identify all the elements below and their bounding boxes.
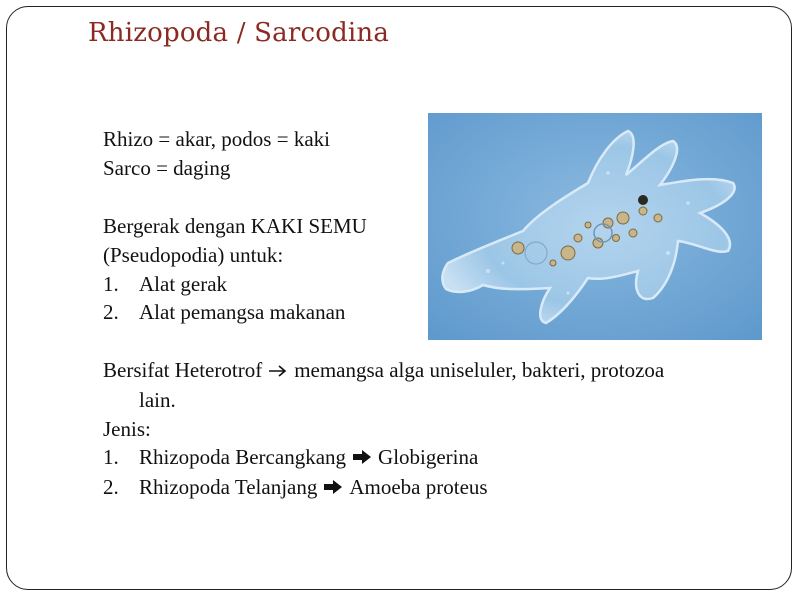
list-item-text: Alat pemangsa makanan [139, 300, 346, 325]
amoeba-illustration [428, 113, 762, 340]
movement-block [103, 212, 367, 327]
heterotroph-rest: memangsa alga uniseluler, bakteri, protozoa [294, 358, 665, 382]
bold-arrow-right-icon [323, 474, 343, 503]
movement-intro-1: Bergerak dengan KAKI SEMU [103, 214, 367, 238]
heterotroph-lead: Bersifat Heterotrof [103, 358, 263, 382]
list-number: 1. [103, 445, 119, 470]
type-item [103, 443, 763, 473]
heterotroph-continued: lain. [139, 387, 176, 412]
list-item-text: Alat gerak [139, 271, 228, 296]
list-number: 1. [103, 271, 119, 296]
list-number: 2. [103, 475, 119, 500]
arrow-right-icon [268, 357, 288, 386]
movement-intro-2: (Pseudopodia) untuk: [103, 242, 284, 267]
list-number: 2. [103, 300, 119, 325]
etymology-line-2: Sarco = daging [103, 155, 231, 180]
amoeba-photo [428, 113, 762, 340]
nutrition-block [103, 356, 763, 503]
type-example: Amoeba proteus [349, 475, 488, 500]
etymology-line-1: Rhizo = akar, podos = kaki [103, 127, 330, 151]
type-item [103, 473, 763, 503]
bold-arrow-right-icon [352, 444, 372, 473]
slide-title: Rhizopoda / Sarcodina [88, 18, 390, 48]
movement-item [103, 270, 367, 299]
movement-item [103, 298, 367, 327]
etymology-block [103, 125, 330, 183]
type-example: Globigerina [378, 445, 479, 470]
jenis-label: Jenis: [103, 416, 151, 441]
type-name: Rhizopoda Telanjang [139, 475, 318, 500]
type-name: Rhizopoda Bercangkang [139, 445, 347, 470]
heterotroph-line [103, 356, 763, 386]
